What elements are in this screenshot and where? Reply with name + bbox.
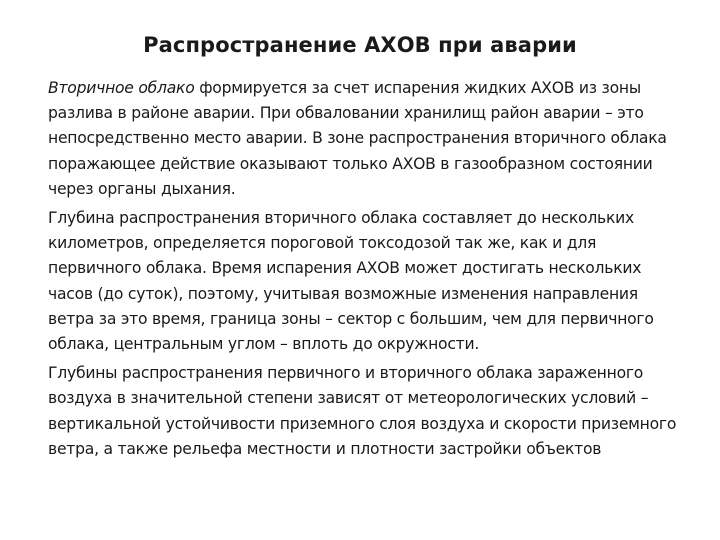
paragraph-depth: Глубина распространения вторичного облака составляет до нескольких километров, определяется пороговой токсодозой так же, как и для первичного облака. Время испарения АХОВ может достигать нескольких часов (до суток), поэтому, учитывая возможные изменения направления ветра за это время, граница зоны – сектор с большим, чем для первичного облака, центральным углом – вплоть до окружности. <box>48 209 654 354</box>
slide-title: Распространение АХОВ при аварии <box>143 33 577 57</box>
paragraph-meteorology: Глубины распространения первичного и вторичного облака зараженного воздуха в значительной степени зависят от метеорологических условий – вертикальной устойчивости приземного слоя воздуха и скорости приземного ветра, а также рельефа местности и плотности застройки объектов <box>48 364 677 458</box>
paragraph-secondary-cloud <box>48 76 688 202</box>
slide-body <box>48 76 688 466</box>
paragraph-lead-term: Вторичное облако <box>48 79 195 97</box>
paragraph-text: формируется за счет испарения жидких АХОВ из зоны разлива в районе аварии. При обваловании хранилищ район аварии – это непосредственно место аварии. В зоне распространения вторичного облака поражающее действие оказывают только АХОВ в газообразном состоянии через органы дыхания. <box>48 79 667 198</box>
